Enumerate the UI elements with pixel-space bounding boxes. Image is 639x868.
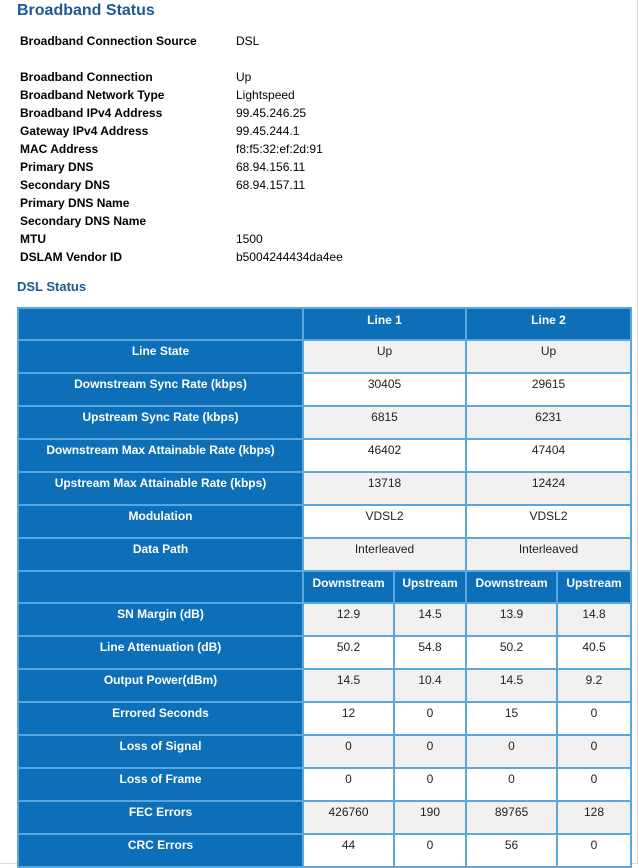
value-cell: 44 xyxy=(303,834,394,867)
value-cell: 12424 xyxy=(466,472,631,505)
value-cell: 0 xyxy=(557,768,631,801)
table-row xyxy=(18,636,631,669)
info-label: Secondary DNS Name xyxy=(20,214,147,228)
info-label: Secondary DNS xyxy=(20,178,111,192)
table-row xyxy=(18,834,631,867)
info-label: MTU xyxy=(20,232,46,246)
value-cell: 14.5 xyxy=(303,669,394,702)
value-cell: Interleaved xyxy=(303,538,466,571)
line-header: Line 2 xyxy=(466,308,631,340)
header-empty-cell xyxy=(18,571,303,603)
row-label: Loss of Signal xyxy=(18,735,303,768)
table-row xyxy=(18,669,631,702)
row-label: Errored Seconds xyxy=(18,702,303,735)
value-cell: VDSL2 xyxy=(466,505,631,538)
table-row xyxy=(18,340,631,373)
value-cell: 9.2 xyxy=(557,669,631,702)
table-row xyxy=(18,439,631,472)
row-label: Line State xyxy=(18,340,303,373)
info-row xyxy=(20,158,620,176)
table-row xyxy=(18,406,631,439)
value-cell: 54.8 xyxy=(394,636,466,669)
table-row xyxy=(18,735,631,768)
table-row xyxy=(18,801,631,834)
value-cell: Up xyxy=(466,340,631,373)
value-cell: 0 xyxy=(466,768,557,801)
direction-header: Downstream xyxy=(466,571,557,603)
row-label: Modulation xyxy=(18,505,303,538)
info-value: 68.94.156.11 xyxy=(236,160,306,174)
row-label: FEC Errors xyxy=(18,801,303,834)
value-cell: 13718 xyxy=(303,472,466,505)
value-cell: 12 xyxy=(303,702,394,735)
row-label: Upstream Sync Rate (kbps) xyxy=(18,406,303,439)
info-label: DSLAM Vendor ID xyxy=(20,250,123,264)
value-cell: 46402 xyxy=(303,439,466,472)
table-row xyxy=(18,505,631,538)
row-label: Loss of Frame xyxy=(18,768,303,801)
value-cell: 12.9 xyxy=(303,603,394,636)
info-row xyxy=(20,248,620,266)
info-label: Broadband Network Type xyxy=(20,88,165,102)
row-label: Line Attenuation (dB) xyxy=(18,636,303,669)
row-label: Upstream Max Attainable Rate (kbps) xyxy=(18,472,303,505)
row-label: Downstream Sync Rate (kbps) xyxy=(18,373,303,406)
row-label: Downstream Max Attainable Rate (kbps) xyxy=(18,439,303,472)
direction-header-row xyxy=(18,571,631,603)
value-cell: 56 xyxy=(466,834,557,867)
value-cell: 14.8 xyxy=(557,603,631,636)
value-cell: 128 xyxy=(557,801,631,834)
table-row xyxy=(18,373,631,406)
value-cell: 0 xyxy=(394,702,466,735)
header-empty-cell xyxy=(18,308,303,340)
dsl-status-title: DSL Status xyxy=(17,279,87,294)
info-value: f8:f5:32:ef:2d:91 xyxy=(236,142,323,156)
info-row xyxy=(20,68,620,86)
info-label: Gateway IPv4 Address xyxy=(20,124,149,138)
info-value: 1500 xyxy=(236,232,263,246)
value-cell: 6231 xyxy=(466,406,631,439)
value-cell: 40.5 xyxy=(557,636,631,669)
row-label: SN Margin (dB) xyxy=(18,603,303,636)
dsl-status-table xyxy=(17,307,632,868)
row-label: CRC Errors xyxy=(18,834,303,867)
value-cell: 0 xyxy=(394,735,466,768)
value-cell: 190 xyxy=(394,801,466,834)
table-row xyxy=(18,702,631,735)
info-value: b5004244434da4ee xyxy=(236,250,343,264)
value-cell: 0 xyxy=(394,834,466,867)
value-cell: 29615 xyxy=(466,373,631,406)
info-row xyxy=(20,104,620,122)
value-cell: 47404 xyxy=(466,439,631,472)
value-cell: Interleaved xyxy=(466,538,631,571)
info-row-connection-source xyxy=(20,32,620,50)
info-label: MAC Address xyxy=(20,142,99,156)
direction-header: Upstream xyxy=(394,571,466,603)
value-cell: 30405 xyxy=(303,373,466,406)
info-value: 99.45.246.25 xyxy=(236,106,307,120)
table-row xyxy=(18,768,631,801)
table-header-row xyxy=(18,308,631,340)
table-row xyxy=(18,472,631,505)
row-label: Data Path xyxy=(18,538,303,571)
line-header: Line 1 xyxy=(303,308,466,340)
value-cell: 0 xyxy=(466,735,557,768)
table-row xyxy=(18,538,631,571)
table-row xyxy=(18,603,631,636)
value-cell: 15 xyxy=(466,702,557,735)
value-cell: 0 xyxy=(394,768,466,801)
value-cell: 0 xyxy=(557,834,631,867)
info-value: DSL xyxy=(236,34,260,48)
value-cell: Up xyxy=(303,340,466,373)
page-title: Broadband Status xyxy=(17,2,155,19)
value-cell: VDSL2 xyxy=(303,505,466,538)
info-label: Broadband IPv4 Address xyxy=(20,106,163,120)
info-row xyxy=(20,194,620,212)
value-cell: 0 xyxy=(303,735,394,768)
info-row xyxy=(20,176,620,194)
row-label: Output Power(dBm) xyxy=(18,669,303,702)
info-row xyxy=(20,212,620,230)
value-cell: 10.4 xyxy=(394,669,466,702)
info-value: Up xyxy=(236,70,252,84)
value-cell: 14.5 xyxy=(466,669,557,702)
info-label: Primary DNS Name xyxy=(20,196,130,210)
info-value: 68.94.157.11 xyxy=(236,178,306,192)
value-cell: 0 xyxy=(303,768,394,801)
value-cell: 0 xyxy=(557,702,631,735)
info-value: Lightspeed xyxy=(236,88,295,102)
info-label: Primary DNS xyxy=(20,160,94,174)
value-cell: 89765 xyxy=(466,801,557,834)
info-label: Broadband Connection xyxy=(20,70,153,84)
direction-header: Downstream xyxy=(303,571,394,603)
info-row xyxy=(20,230,620,248)
value-cell: 50.2 xyxy=(466,636,557,669)
info-value: 99.45.244.1 xyxy=(236,124,300,138)
value-cell: 0 xyxy=(557,735,631,768)
value-cell: 13.9 xyxy=(466,603,557,636)
info-label: Broadband Connection Source xyxy=(20,34,197,48)
info-row xyxy=(20,86,620,104)
value-cell: 6815 xyxy=(303,406,466,439)
value-cell: 426760 xyxy=(303,801,394,834)
info-row xyxy=(20,140,620,158)
info-row xyxy=(20,122,620,140)
direction-header: Upstream xyxy=(557,571,631,603)
value-cell: 14.5 xyxy=(394,603,466,636)
value-cell: 50.2 xyxy=(303,636,394,669)
